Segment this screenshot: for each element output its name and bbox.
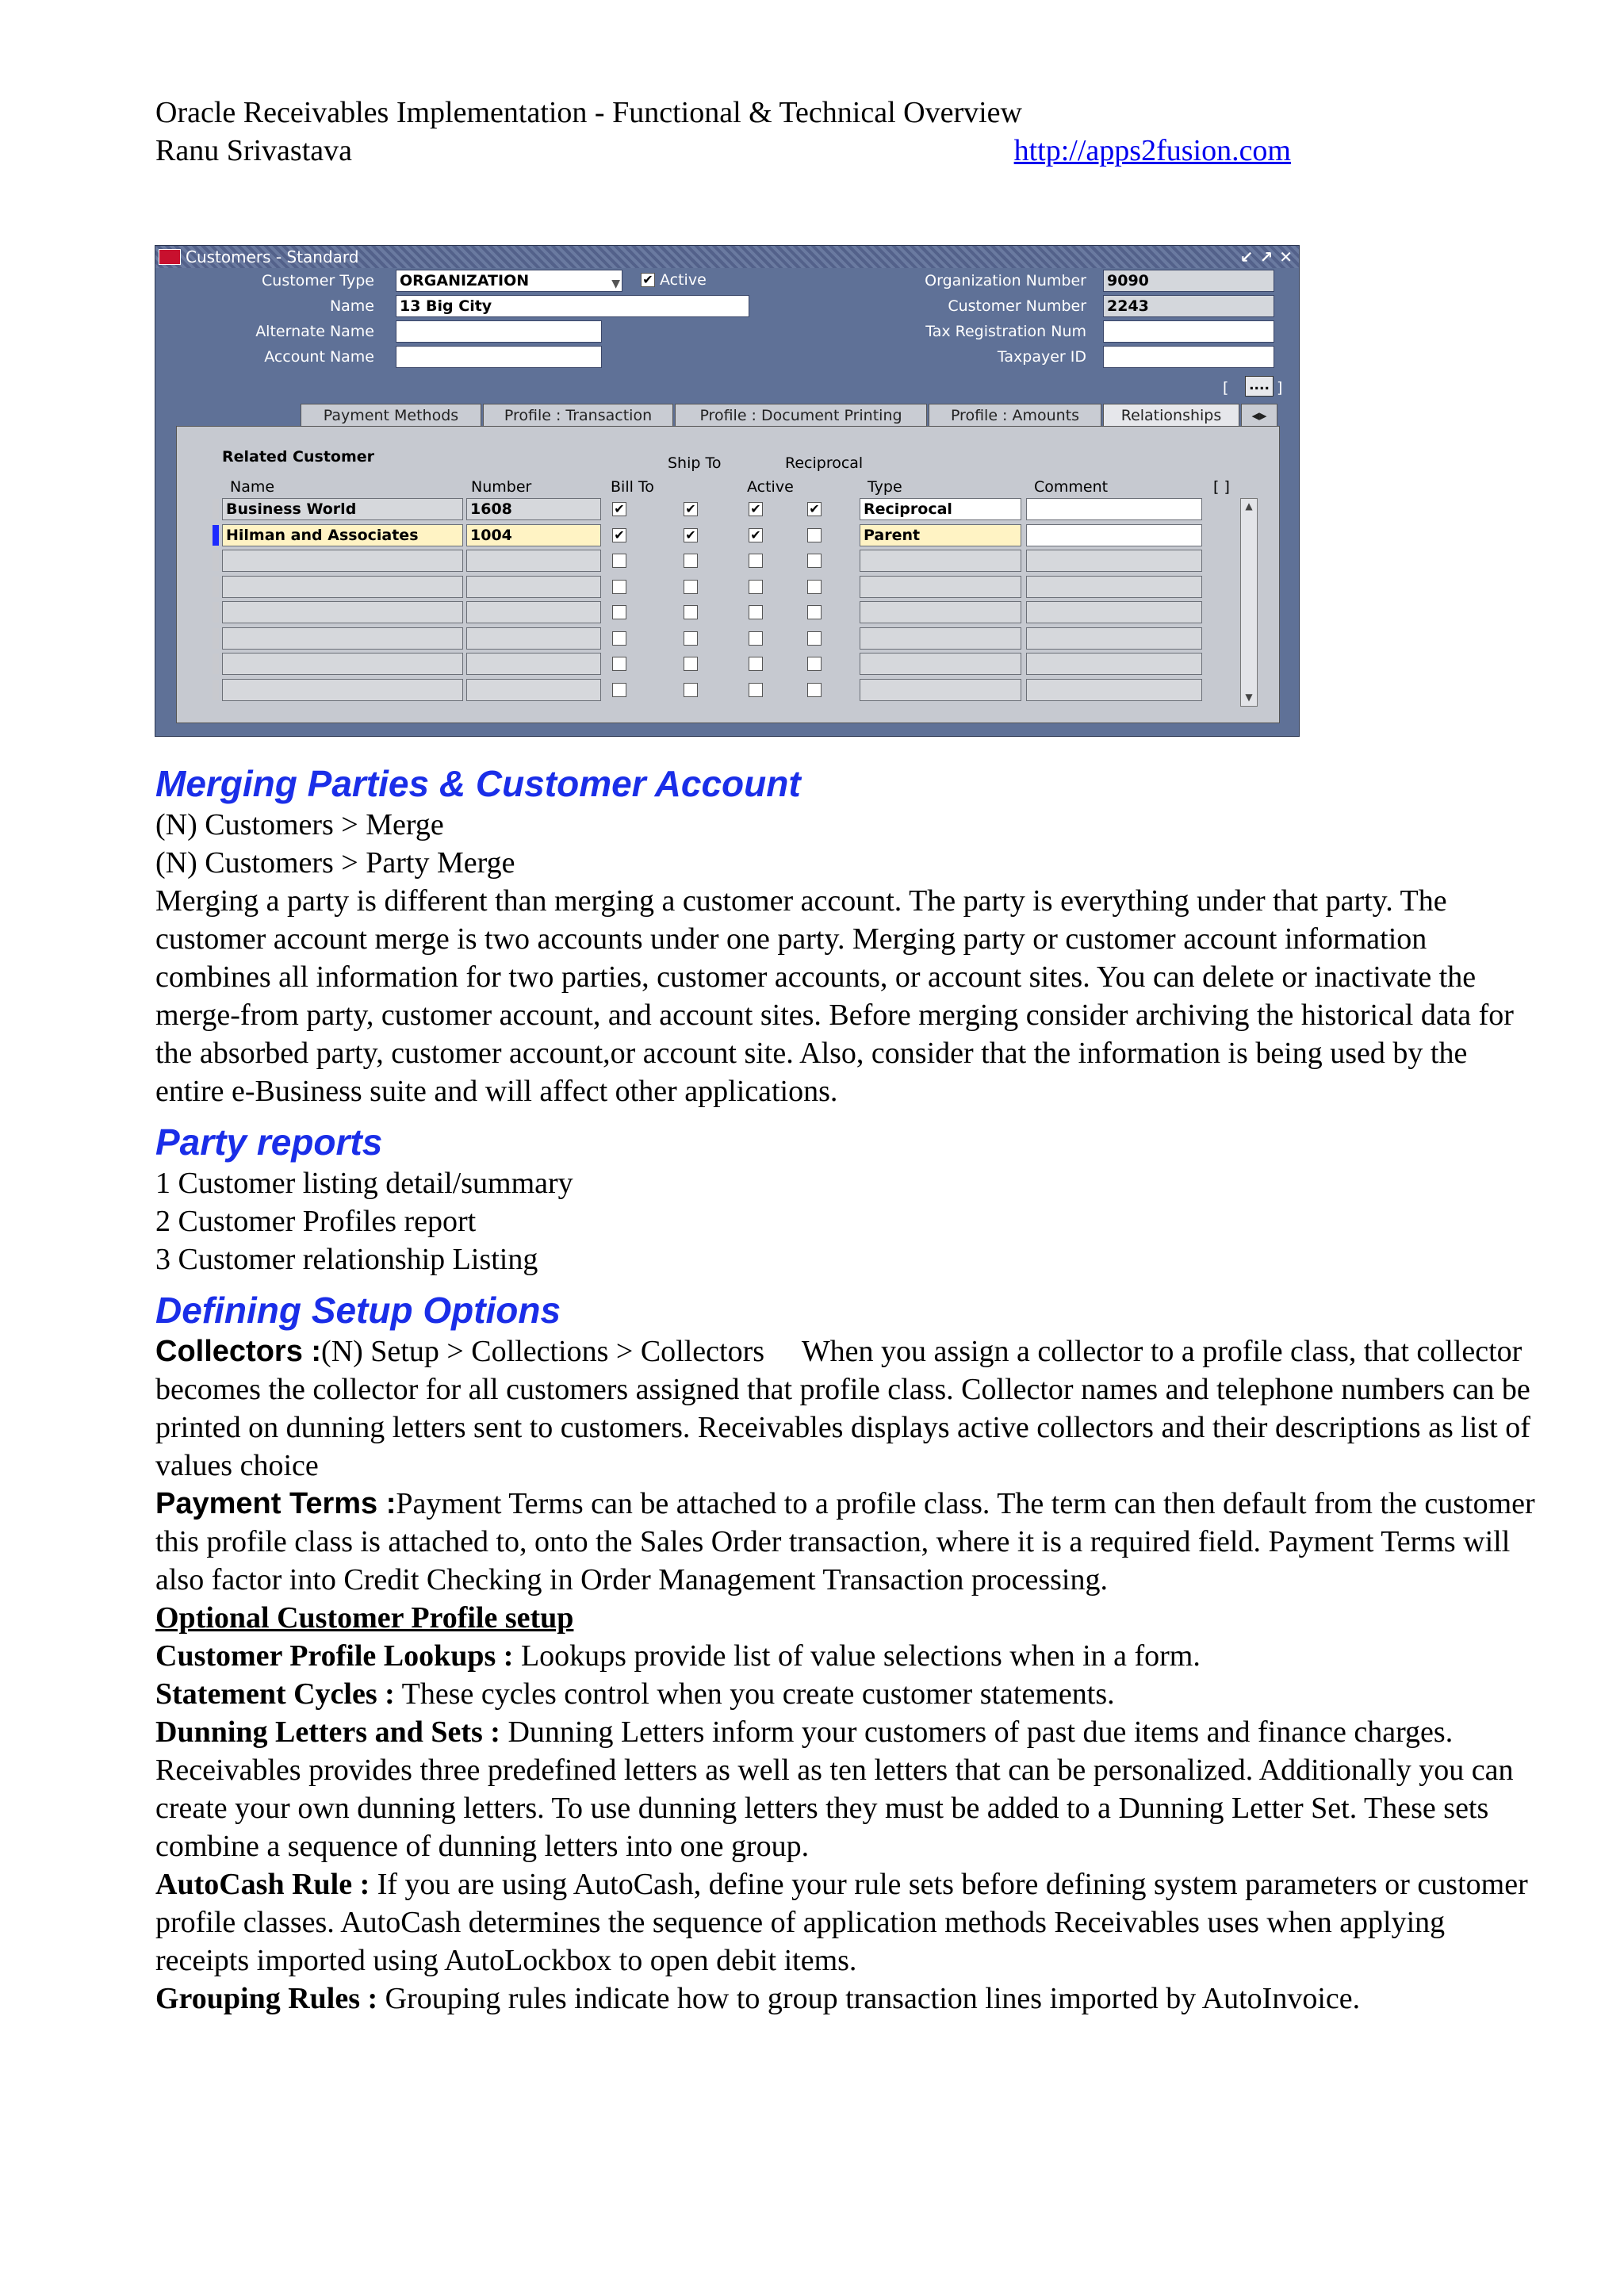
tab-profile-transaction[interactable]: Profile : Transaction bbox=[483, 404, 673, 426]
dunning-text: Dunning Letters inform your customers of past due items and finance charges. Receivables provides three predefined letters as well as ten letters that can be personalized. Additionally you can create your own dunning letters. To use dunning letters they must be added to a Dunning Letter Set. These sets combine a sequence of dunning letters into one group. bbox=[155, 1715, 1514, 1863]
row-marker[interactable] bbox=[213, 654, 219, 674]
related-customer-name-cell[interactable] bbox=[222, 601, 463, 623]
tax-registration-label: Tax Registration Num bbox=[925, 323, 1086, 340]
row-ship-to-checkbox[interactable] bbox=[684, 657, 698, 671]
payment-terms-paragraph bbox=[155, 1485, 1535, 1599]
tax-registration-input[interactable] bbox=[1103, 320, 1274, 343]
row-active-checkbox[interactable]: ✔ bbox=[749, 502, 763, 516]
close-icon[interactable]: ✕ bbox=[1279, 247, 1293, 266]
row-ship-to-checkbox[interactable] bbox=[684, 554, 698, 568]
account-name-input[interactable] bbox=[396, 346, 602, 368]
related-customer-name-cell[interactable] bbox=[222, 679, 463, 701]
window-title: Customers - Standard bbox=[186, 247, 359, 266]
col-bracket: [ ] bbox=[1213, 478, 1230, 496]
related-customer-comment-cell[interactable] bbox=[1026, 524, 1202, 546]
collectors-label: Collectors : bbox=[155, 1335, 322, 1368]
report-item: 3 Customer relationship Listing bbox=[155, 1243, 538, 1276]
related-customer-number-cell[interactable]: 1004 bbox=[466, 524, 601, 546]
related-customer-name-cell[interactable]: Business World bbox=[222, 498, 463, 520]
row-active-checkbox[interactable] bbox=[749, 683, 763, 697]
document-body bbox=[155, 761, 1538, 2018]
row-bill-to-checkbox[interactable] bbox=[612, 657, 626, 671]
related-customer-number-cell[interactable] bbox=[466, 550, 601, 572]
taxpayer-id-label: Taxpayer ID bbox=[997, 348, 1086, 366]
related-customer-comment-cell[interactable] bbox=[1026, 550, 1202, 572]
related-customer-title: Related Customer bbox=[222, 448, 375, 466]
statement-paragraph bbox=[155, 1675, 1535, 1713]
related-customer-type-cell[interactable] bbox=[860, 627, 1021, 650]
dunning-paragraph bbox=[155, 1713, 1535, 1865]
row-marker[interactable] bbox=[213, 499, 219, 519]
merge-nav-2: (N) Customers > Party Merge bbox=[155, 846, 515, 880]
row-ship-to-checkbox[interactable]: ✔ bbox=[684, 528, 698, 542]
related-customer-number-cell[interactable] bbox=[466, 576, 601, 598]
statement-text: These cycles control when you create customer statements. bbox=[394, 1677, 1115, 1711]
row-bill-to-checkbox[interactable]: ✔ bbox=[612, 502, 626, 516]
name-label: Name bbox=[329, 297, 374, 315]
tab-payment-methods[interactable]: Payment Methods bbox=[301, 404, 481, 426]
organization-number-field[interactable]: 9090 bbox=[1103, 270, 1274, 292]
row-marker[interactable] bbox=[213, 525, 219, 546]
autocash-text: If you are using AutoCash, define your rule sets before defining system parameters or customer profile classes. AutoCash determines the sequence of application methods Receivables uses when applying receipts imported using AutoLockbox to open debit items. bbox=[155, 1868, 1528, 1977]
row-marker[interactable] bbox=[213, 602, 219, 623]
related-customer-name-cell[interactable] bbox=[222, 627, 463, 650]
name-input[interactable]: 13 Big City bbox=[396, 295, 749, 317]
col-comment: Comment bbox=[1034, 478, 1109, 496]
customer-number-field[interactable]: 2243 bbox=[1103, 295, 1274, 317]
section-heading-setup: Defining Setup Options bbox=[155, 1290, 561, 1331]
row-bill-to-checkbox[interactable] bbox=[612, 605, 626, 619]
merge-nav-1: (N) Customers > Merge bbox=[155, 808, 444, 841]
customers-form-screenshot bbox=[155, 245, 1300, 737]
col-ship-to: Ship To bbox=[668, 454, 722, 472]
collectors-paragraph bbox=[155, 1332, 1538, 1485]
row-active-checkbox[interactable] bbox=[749, 554, 763, 568]
related-customer-type-cell[interactable] bbox=[860, 576, 1021, 598]
window-titlebar bbox=[155, 246, 1299, 268]
row-reciprocal-checkbox[interactable] bbox=[807, 554, 822, 568]
row-marker[interactable] bbox=[213, 628, 219, 649]
related-customer-comment-cell[interactable] bbox=[1026, 498, 1202, 520]
active-label: Active bbox=[660, 271, 707, 289]
row-ship-to-checkbox[interactable] bbox=[684, 683, 698, 697]
row-ship-to-checkbox[interactable]: ✔ bbox=[684, 502, 698, 516]
related-customer-comment-cell[interactable] bbox=[1026, 679, 1202, 701]
related-customer-type-cell[interactable] bbox=[860, 653, 1021, 675]
scroll-up-icon[interactable]: ▲ bbox=[1245, 500, 1253, 512]
bracket-close: ] bbox=[1277, 379, 1283, 397]
lookups-text: Lookups provide list of value selections when in a form. bbox=[513, 1639, 1201, 1673]
section-heading-reports: Party reports bbox=[155, 1121, 383, 1163]
grouping-paragraph bbox=[155, 1980, 1535, 2018]
payment-terms-text: Payment Terms can be attached to a profile class. The term can then default from the customer this profile class is attached to, onto the Sales Order transaction, where it is a required field. Payment Terms will also factor into Credit Checking in Order Management Transaction processing. bbox=[155, 1487, 1535, 1596]
col-number: Number bbox=[471, 478, 532, 496]
related-customer-type-cell[interactable]: Parent bbox=[860, 524, 1021, 546]
row-bill-to-checkbox[interactable] bbox=[612, 631, 626, 646]
tab-profile-document-printing[interactable]: Profile : Document Printing bbox=[675, 404, 927, 426]
related-customer-comment-cell[interactable] bbox=[1026, 653, 1202, 675]
report-item: 2 Customer Profiles report bbox=[155, 1205, 477, 1238]
related-customer-name-cell[interactable] bbox=[222, 653, 463, 675]
row-ship-to-checkbox[interactable] bbox=[684, 631, 698, 646]
row-reciprocal-checkbox[interactable] bbox=[807, 631, 822, 646]
row-active-checkbox[interactable] bbox=[749, 657, 763, 671]
row-marker[interactable] bbox=[213, 680, 219, 700]
active-checkbox[interactable]: ✔ bbox=[641, 273, 655, 287]
document-title: Oracle Receivables Implementation - Functional & Technical Overview bbox=[155, 96, 1022, 129]
row-bill-to-checkbox[interactable] bbox=[612, 683, 626, 697]
row-bill-to-checkbox[interactable]: ✔ bbox=[612, 528, 626, 542]
customer-type-select[interactable] bbox=[396, 270, 622, 292]
related-customer-name-cell[interactable]: Hilman and Associates bbox=[222, 524, 463, 546]
site-link[interactable]: http://apps2fusion.com bbox=[1013, 134, 1291, 167]
grouping-text: Grouping rules indicate how to group transaction lines imported by AutoInvoice. bbox=[377, 1982, 1361, 2015]
related-customer-comment-cell[interactable] bbox=[1026, 627, 1202, 650]
related-customer-comment-cell[interactable] bbox=[1026, 601, 1202, 623]
col-name: Name bbox=[230, 478, 275, 496]
grid-scrollbar[interactable] bbox=[1240, 498, 1258, 707]
related-customer-name-cell[interactable] bbox=[222, 550, 463, 572]
col-active: Active bbox=[747, 478, 794, 496]
author-name: Ranu Srivastava bbox=[155, 134, 353, 167]
lookups-paragraph bbox=[155, 1637, 1535, 1675]
row-bill-to-checkbox[interactable] bbox=[612, 580, 626, 594]
statement-label: Statement Cycles : bbox=[155, 1677, 395, 1711]
row-reciprocal-checkbox[interactable] bbox=[807, 683, 822, 697]
row-active-checkbox[interactable] bbox=[749, 605, 763, 619]
more-button[interactable]: .... bbox=[1245, 376, 1274, 397]
dunning-label: Dunning Letters and Sets : bbox=[155, 1715, 500, 1749]
row-reciprocal-checkbox[interactable] bbox=[807, 657, 822, 671]
account-name-label: Account Name bbox=[264, 348, 374, 366]
related-customer-number-cell[interactable]: 1608 bbox=[466, 498, 601, 520]
row-marker[interactable] bbox=[213, 577, 219, 597]
maximize-icon[interactable]: ↗ bbox=[1259, 247, 1274, 266]
optional-profile-heading: Optional Customer Profile setup bbox=[155, 1601, 574, 1635]
alternate-name-input[interactable] bbox=[396, 320, 602, 343]
oracle-logo-icon bbox=[159, 249, 181, 265]
row-marker[interactable] bbox=[213, 550, 219, 571]
taxpayer-id-input[interactable] bbox=[1103, 346, 1274, 368]
organization-number-label: Organization Number bbox=[925, 272, 1086, 289]
related-customer-comment-cell[interactable] bbox=[1026, 576, 1202, 598]
row-bill-to-checkbox[interactable] bbox=[612, 554, 626, 568]
col-reciprocal: Reciprocal bbox=[785, 454, 864, 472]
row-active-checkbox[interactable] bbox=[749, 631, 763, 646]
payment-terms-label: Payment Terms : bbox=[155, 1487, 396, 1520]
related-customer-number-cell[interactable] bbox=[466, 653, 601, 675]
grouping-label: Grouping Rules : bbox=[155, 1982, 378, 2015]
related-customer-number-cell[interactable] bbox=[466, 679, 601, 701]
related-customer-type-cell[interactable]: Reciprocal bbox=[860, 498, 1021, 520]
row-active-checkbox[interactable]: ✔ bbox=[749, 528, 763, 542]
related-customer-name-cell[interactable] bbox=[222, 576, 463, 598]
merge-paragraph: Merging a party is different than merging a customer account. The party is everything under that party. The customer account merge is two accounts under one party. Merging party or customer account information combines all information for two parties, customer accounts, or account sites. You can delete or inactivate the merge-from party, customer account, and account sites. Before merging consider archiving the historical data for the absorbed party, customer account,or account site. Also, consider that the information is being used by the entire e-Business suite and will affect other applications. bbox=[155, 884, 1514, 1108]
col-type: Type bbox=[868, 478, 902, 496]
autocash-label: AutoCash Rule : bbox=[155, 1868, 370, 1901]
row-reciprocal-checkbox[interactable] bbox=[807, 605, 822, 619]
scroll-down-icon[interactable]: ▼ bbox=[1245, 692, 1253, 703]
section-heading-merging: Merging Parties & Customer Account bbox=[155, 763, 801, 804]
related-customer-number-cell[interactable] bbox=[466, 627, 601, 650]
row-reciprocal-checkbox[interactable] bbox=[807, 580, 822, 594]
autocash-paragraph bbox=[155, 1865, 1535, 1980]
bracket-open: [ bbox=[1223, 379, 1229, 397]
row-active-checkbox[interactable] bbox=[749, 580, 763, 594]
lookups-label: Customer Profile Lookups : bbox=[155, 1639, 514, 1673]
alternate-name-label: Alternate Name bbox=[255, 323, 374, 340]
row-ship-to-checkbox[interactable] bbox=[684, 580, 698, 594]
row-ship-to-checkbox[interactable] bbox=[684, 605, 698, 619]
collectors-text: (N) Setup > Collections > Collectors When you assign a collector to a profile class, that collector becomes the collector for all customers assigned that profile class. Collector names and telephone numbers can be printed on dunning letters sent to customers. Receivables displays active collectors and their descriptions as list of values choice bbox=[155, 1335, 1538, 1482]
related-customer-type-cell[interactable] bbox=[860, 679, 1021, 701]
report-item: 1 Customer listing detail/summary bbox=[155, 1167, 573, 1200]
minimize-icon[interactable]: ↙ bbox=[1239, 247, 1254, 266]
customer-type-value: ORGANIZATION bbox=[400, 272, 530, 289]
page-header bbox=[155, 94, 1291, 170]
related-customer-number-cell[interactable] bbox=[466, 601, 601, 623]
tab-scroll-arrows[interactable]: ◂▸ bbox=[1241, 404, 1277, 426]
related-customer-type-cell[interactable] bbox=[860, 550, 1021, 572]
tab-relationships[interactable]: Relationships bbox=[1103, 404, 1239, 426]
customer-number-label: Customer Number bbox=[948, 297, 1086, 315]
customer-type-label: Customer Type bbox=[262, 272, 374, 289]
row-reciprocal-checkbox[interactable]: ✔ bbox=[807, 502, 822, 516]
related-customer-type-cell[interactable] bbox=[860, 601, 1021, 623]
col-bill-to: Bill To bbox=[611, 478, 654, 496]
tab-profile-amounts[interactable]: Profile : Amounts bbox=[929, 404, 1101, 426]
chevron-down-icon: ▼ bbox=[611, 278, 620, 290]
row-reciprocal-checkbox[interactable] bbox=[807, 528, 822, 542]
